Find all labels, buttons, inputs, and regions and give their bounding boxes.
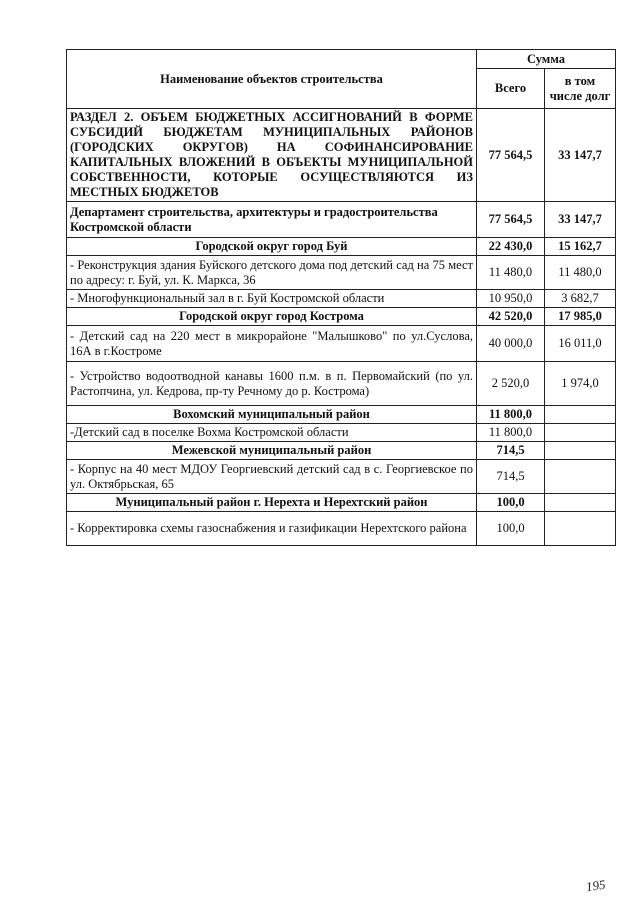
cell-debt xyxy=(545,460,616,494)
table-row xyxy=(67,202,616,238)
item-name: - Детский сад на 220 мест в микрорайоне "Малышково" по ул.Суслова, 16А в г.Костроме xyxy=(67,326,477,362)
cell-total: 11 800,0 xyxy=(477,424,545,442)
table-row xyxy=(67,290,616,308)
cell-total: 714,5 xyxy=(477,460,545,494)
table-row xyxy=(67,406,616,424)
cell-debt xyxy=(545,512,616,546)
item-name: - Корпус на 40 мест МДОУ Георгиевский детский сад в с. Георгиевское по ул. Октябрьская, 65 xyxy=(67,460,477,494)
cell-debt xyxy=(545,424,616,442)
item-name: - Многофункциональный зал в г. Буй Костромской области xyxy=(67,290,477,308)
group-name: Городской округ город Буй xyxy=(67,238,477,256)
table-row xyxy=(67,109,616,202)
header-name: Наименование объектов строительства xyxy=(67,50,477,109)
header-incl-debt: в том числе долг xyxy=(545,69,616,109)
header-sum: Сумма xyxy=(477,50,616,69)
table-row xyxy=(67,424,616,442)
department-name: Департамент строительства, архитектуры и градостроительства Костромской области xyxy=(67,202,477,238)
cell-debt: 15 162,7 xyxy=(545,238,616,256)
cell-debt: 16 011,0 xyxy=(545,326,616,362)
cell-debt xyxy=(545,406,616,424)
cell-debt xyxy=(545,442,616,460)
cell-total: 11 480,0 xyxy=(477,256,545,290)
budget-table xyxy=(66,49,616,546)
cell-total: 42 520,0 xyxy=(477,308,545,326)
group-name: Вохомский муниципальный район xyxy=(67,406,477,424)
cell-total: 22 430,0 xyxy=(477,238,545,256)
header-row xyxy=(67,50,616,69)
cell-debt: 17 985,0 xyxy=(545,308,616,326)
table-row xyxy=(67,460,616,494)
table-row xyxy=(67,308,616,326)
cell-total: 77 564,5 xyxy=(477,202,545,238)
cell-debt: 33 147,7 xyxy=(545,202,616,238)
cell-debt: 33 147,7 xyxy=(545,109,616,202)
item-name: -Детский сад в поселке Вохма Костромской области xyxy=(67,424,477,442)
cell-debt xyxy=(545,494,616,512)
page-number: 195 xyxy=(584,876,607,895)
cell-total: 77 564,5 xyxy=(477,109,545,202)
cell-total: 11 800,0 xyxy=(477,406,545,424)
group-name: Межевской муниципальный район xyxy=(67,442,477,460)
cell-total: 10 950,0 xyxy=(477,290,545,308)
cell-total: 100,0 xyxy=(477,512,545,546)
table-row xyxy=(67,512,616,546)
cell-total: 100,0 xyxy=(477,494,545,512)
item-name: - Корректировка схемы газоснабжения и газификации Нерехтского района xyxy=(67,512,477,546)
group-name: Муниципальный район г. Нерехта и Нерехтский район xyxy=(67,494,477,512)
cell-debt: 1 974,0 xyxy=(545,362,616,406)
section-title: РАЗДЕЛ 2. ОБЪЕМ БЮДЖЕТНЫХ АССИГНОВАНИЙ В ФОРМЕ СУБСИДИЙ БЮДЖЕТАМ МУНИЦИПАЛЬНЫХ РАЙОНОВ (ГОРОДСКИХ ОКРУГОВ) НА СОФИНАНСИРОВАНИЕ КАПИТАЛЬНЫХ ВЛОЖЕНИЙ В ОБЪЕКТЫ МУНИЦИПАЛЬНОЙ СОБСТВЕННОСТИ, КОТОРЫЕ ОСУЩЕСТВЛЯЮТСЯ ИЗ МЕСТНЫХ БЮДЖЕТОВ xyxy=(67,109,477,202)
table-row xyxy=(67,362,616,406)
cell-debt: 11 480,0 xyxy=(545,256,616,290)
table-row xyxy=(67,326,616,362)
table-row xyxy=(67,256,616,290)
cell-total: 40 000,0 xyxy=(477,326,545,362)
table-row xyxy=(67,494,616,512)
cell-total: 2 520,0 xyxy=(477,362,545,406)
item-name: - Устройство водоотводной канавы 1600 п.м. в п. Первомайский (по ул. Растопчина, ул. Кедрова, пр-ту Речному до р. Кострома) xyxy=(67,362,477,406)
item-name: - Реконструкция здания Буйского детского дома под детский сад на 75 мест по адресу: г. Буй, ул. К. Маркса, 36 xyxy=(67,256,477,290)
cell-total: 714,5 xyxy=(477,442,545,460)
group-name: Городской округ город Кострома xyxy=(67,308,477,326)
table-row xyxy=(67,442,616,460)
table-row xyxy=(67,238,616,256)
cell-debt: 3 682,7 xyxy=(545,290,616,308)
header-total: Всего xyxy=(477,69,545,109)
